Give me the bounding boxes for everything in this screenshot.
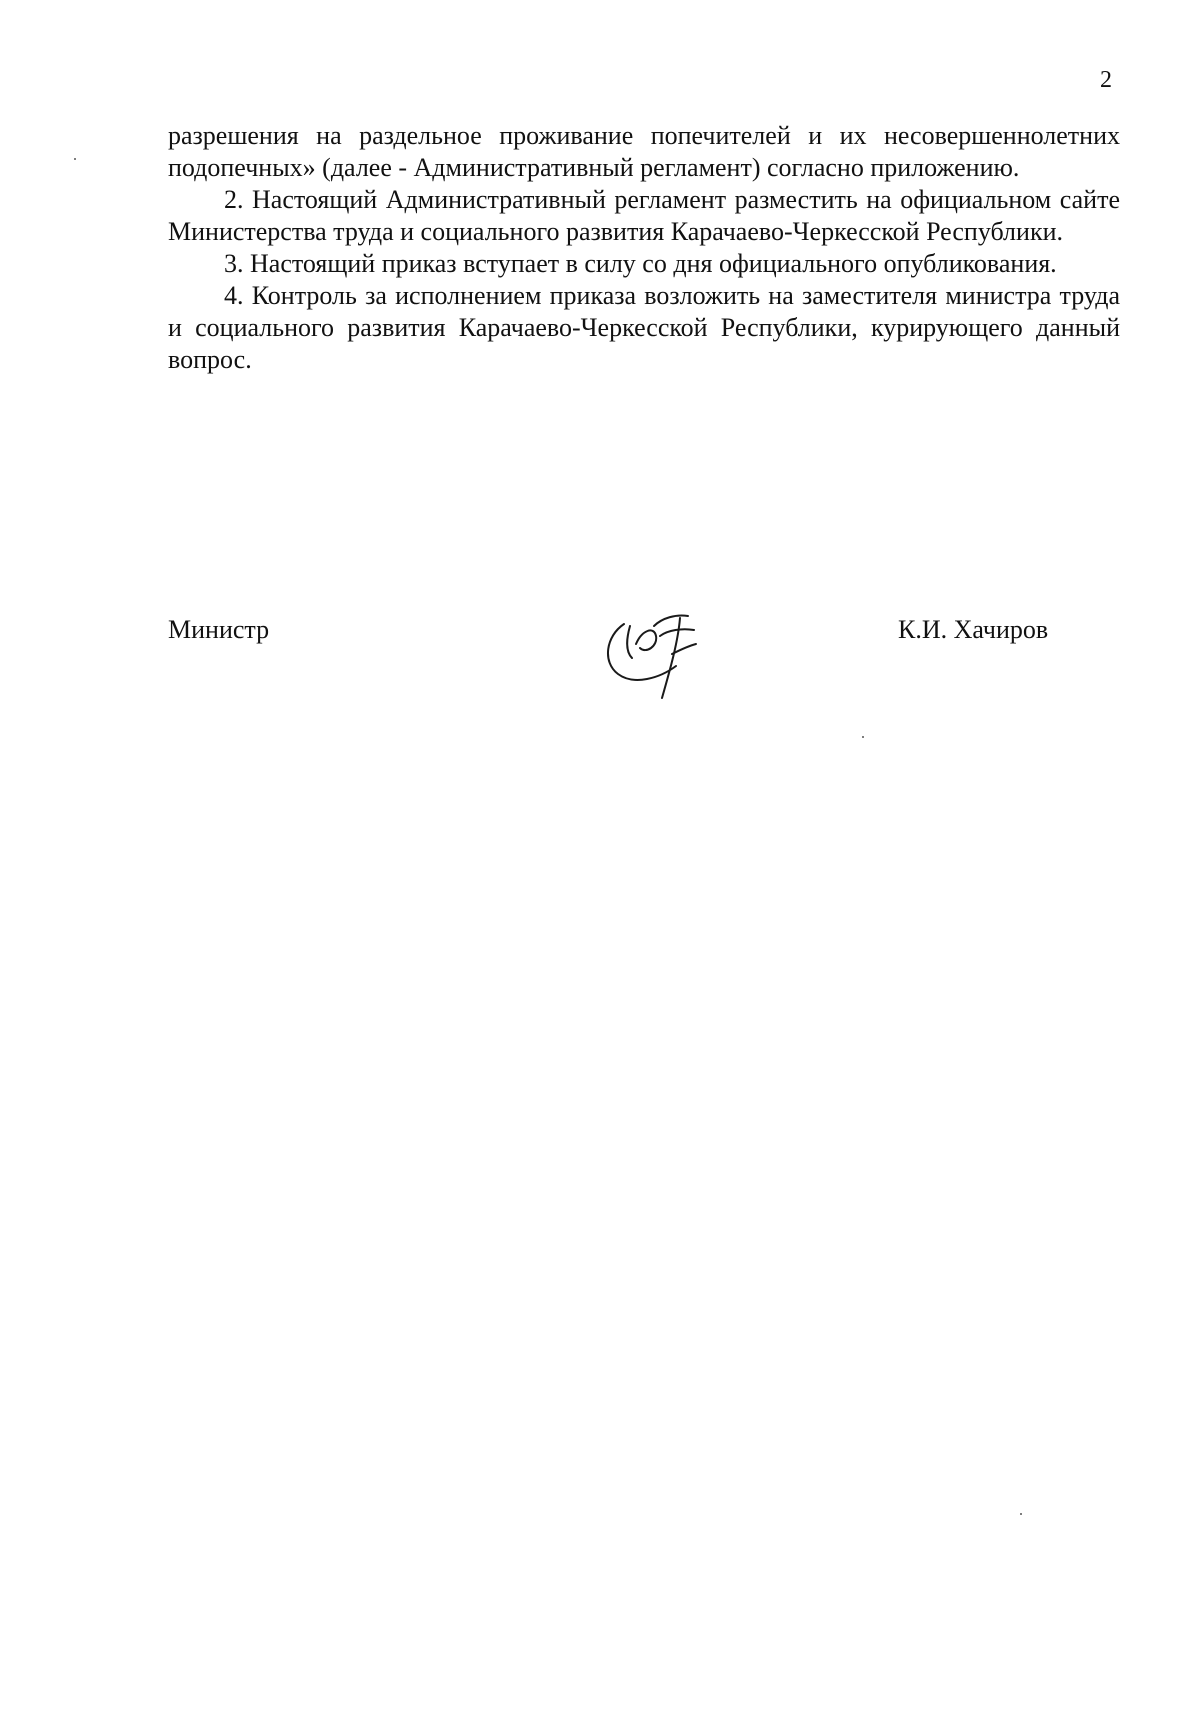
scan-speck bbox=[862, 736, 864, 738]
signature-block bbox=[168, 610, 1120, 720]
signatory-role: Министр bbox=[168, 615, 270, 644]
paragraph-continuation: разрешения на раздельное проживание попечителей и их несовершеннолетних подопечных» (далее - Административный регламент) согласно приложению. bbox=[168, 121, 1120, 182]
handwritten-signature bbox=[596, 596, 716, 706]
scan-speck bbox=[74, 158, 76, 160]
paragraph-item-3: 3. Настоящий приказ вступает в силу со дня официального опубликования. bbox=[224, 249, 1057, 278]
paragraph-item-4: 4. Контроль за исполнением приказа возложить на заместителя министра труда и социального развития Карачаево-Черкесской Республики, курирующего данный вопрос. bbox=[168, 281, 1120, 374]
page-number: 2 bbox=[1100, 67, 1112, 93]
paragraph-item-2: 2. Настоящий Административный регламент разместить на официальном сайте Министерства труда и социального развития Карачаево-Черкесской Республики. bbox=[168, 185, 1120, 246]
scan-speck bbox=[1020, 1513, 1022, 1515]
document-body bbox=[168, 120, 1120, 376]
signatory-name: К.И. Хачиров bbox=[898, 615, 1049, 644]
